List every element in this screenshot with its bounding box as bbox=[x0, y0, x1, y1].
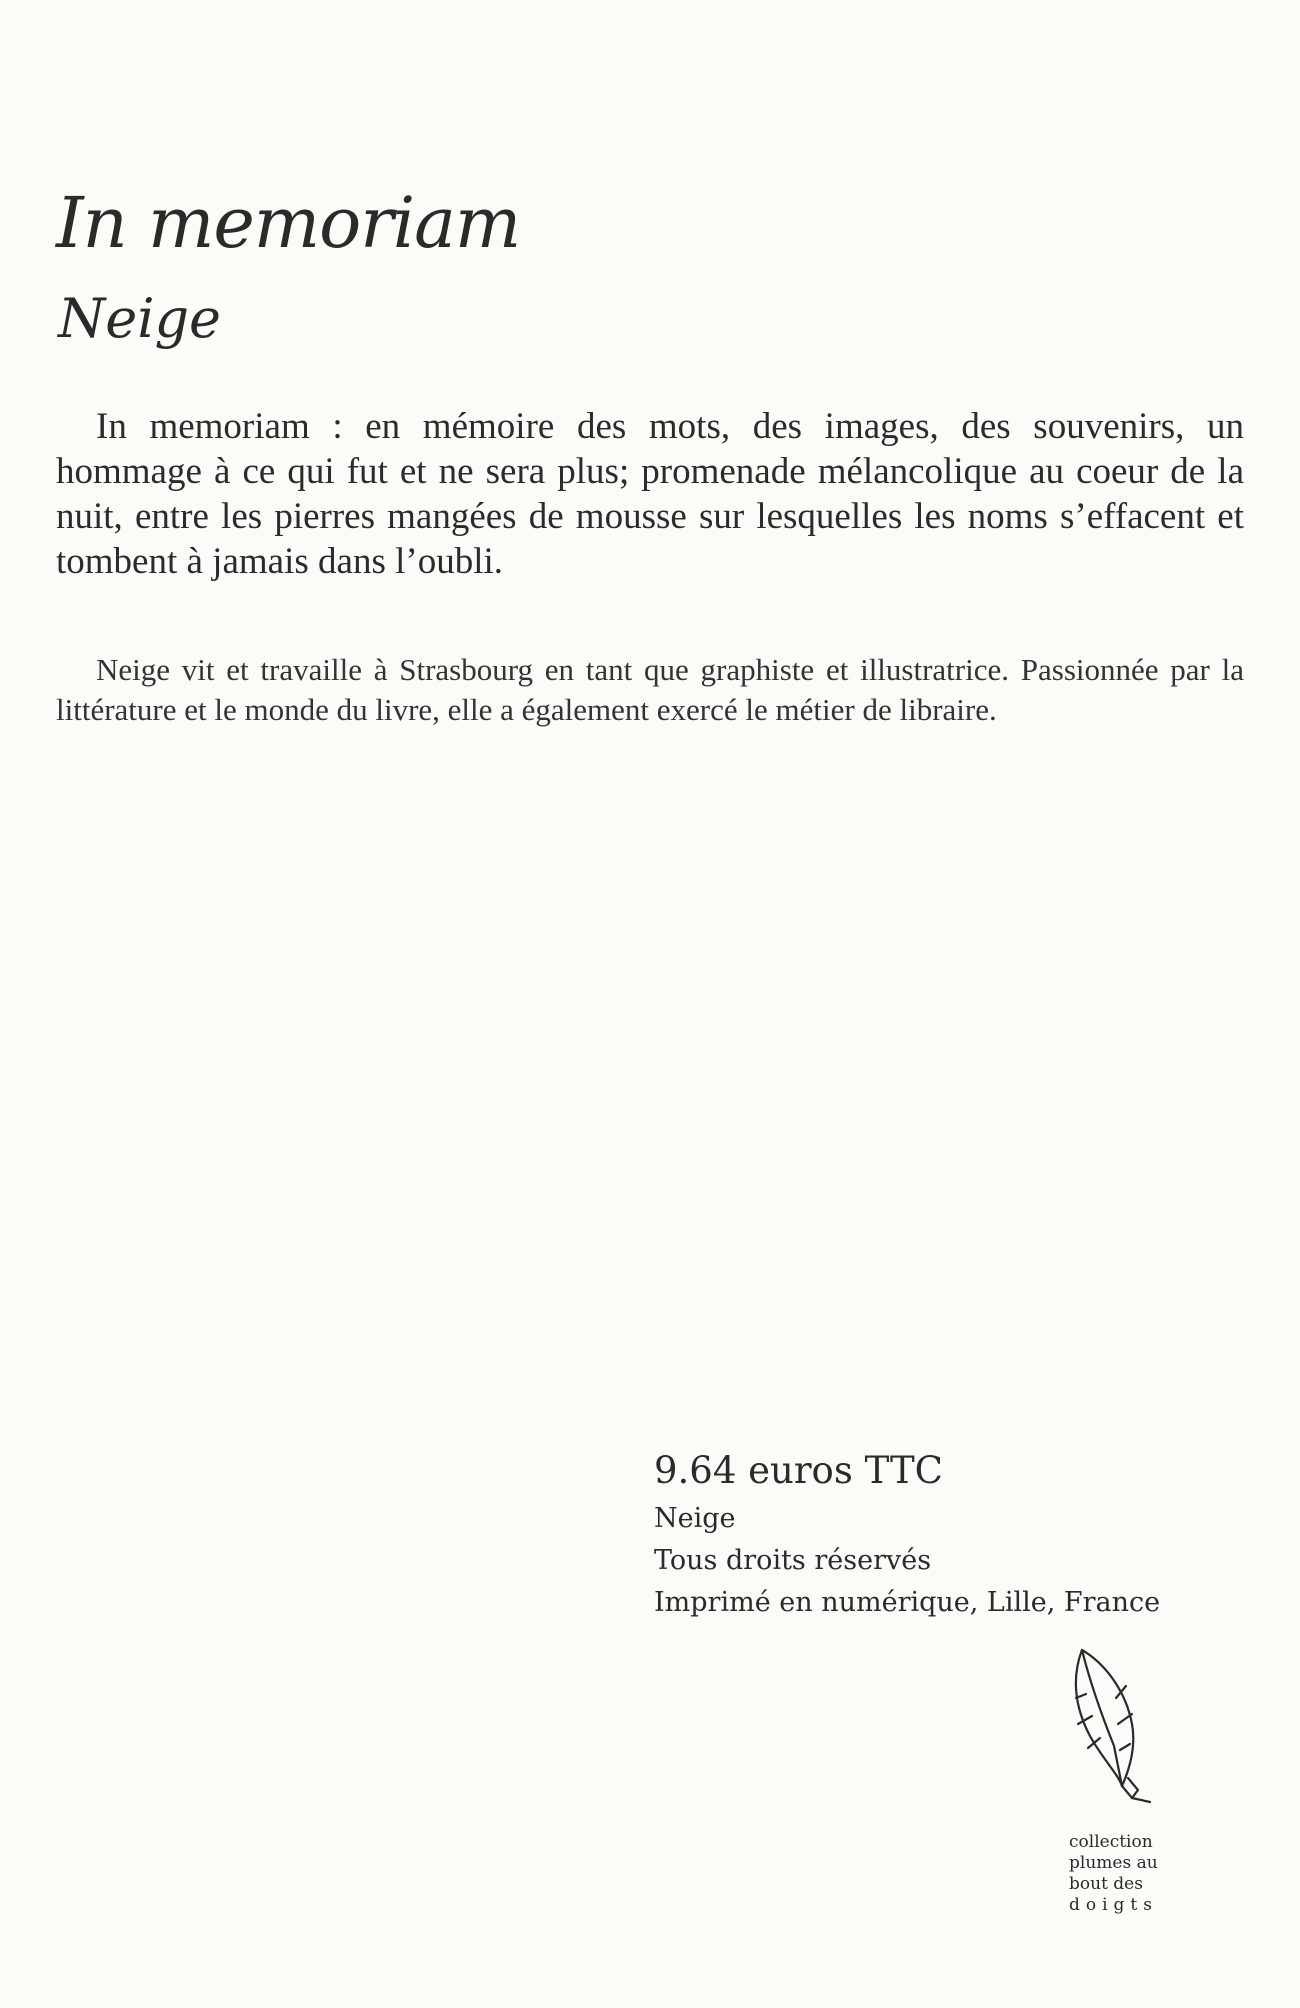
book-title: In memoriam bbox=[56, 182, 521, 264]
collection-line: bout des bbox=[1069, 1874, 1143, 1894]
book-author: Neige bbox=[58, 287, 222, 350]
author-bio: Neige vit et travaille à Strasbourg en tant que graphiste et illustratrice. Passionnée par la littérature et le monde du livre, elle a également exercé le métier de libraire. bbox=[56, 652, 1244, 727]
quill-feather-icon bbox=[1066, 1646, 1186, 1806]
collection-line: doigts bbox=[1069, 1895, 1158, 1915]
colophon bbox=[654, 1446, 1160, 1624]
price: 9.64 euros TTC bbox=[654, 1449, 943, 1492]
collection-line: plumes au bbox=[1069, 1853, 1158, 1873]
collection-label bbox=[1069, 1832, 1158, 1916]
book-blurb: In memoriam : en mémoire des mots, des images, des souvenirs, un hommage à ce qui fut et ne sera plus; promenade mélancolique au coeur de la nuit, entre les pierres mangées de mousse sur lesquelles les noms s’effacent et tombent à jamais dans l’oubli. bbox=[56, 406, 1244, 582]
rights-notice: Tous droits réservés bbox=[654, 1545, 932, 1576]
colophon-author: Neige bbox=[654, 1503, 736, 1534]
collection-line: collection bbox=[1069, 1832, 1153, 1852]
printing-info: Imprimé en numérique, Lille, France bbox=[654, 1587, 1161, 1618]
